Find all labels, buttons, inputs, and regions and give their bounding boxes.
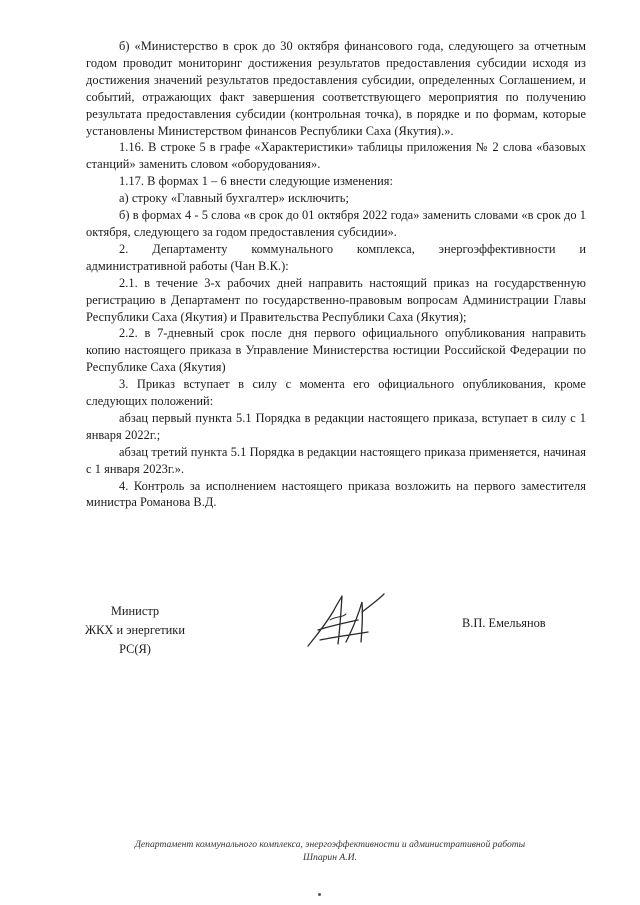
paragraph-2-2: 2.2. в 7-дневный срок после дня первого официального опубликования направить копию настоящего приказа в Управление Министерства юстиции Российской Федерации по Республике Саха (Якутия) <box>86 326 586 375</box>
footer-executor <box>60 838 600 864</box>
paragraph-4: 4. Контроль за исполнением настоящего приказа возложить на первого заместителя министра Романова В.Д. <box>86 478 586 510</box>
paragraph-1-17-a: а) строку «Главный бухгалтер» исключить; <box>119 191 349 206</box>
paragraph-2-1: 2.1. в течение 3-х рабочих дней направить настоящий приказ на государственную регистрацию в Департамент по государственно-правовым вопросам Администрации Главы Республики Саха (Якутия) и Правительства Республики Саха (Якутия); <box>86 275 586 324</box>
signatory-title-line-2: ЖКХ и энергетики <box>85 623 185 637</box>
document-body <box>86 38 586 511</box>
handwritten-signature <box>300 590 390 654</box>
footer-executor-name: Шпарин А.И. <box>303 852 357 863</box>
signatory-title-line-1: Министр <box>110 604 160 618</box>
paragraph-3: 3. Приказ вступает в силу с момента его официального опубликования, кроме следующих положений: <box>86 377 586 409</box>
footer-department: Департамент коммунального комплекса, энергоэффективности и административной работы <box>134 839 526 850</box>
paragraph-3-first-clause: абзац первый пункта 5.1 Порядка в редакции настоящего приказа, вступает в силу с 1 января 2022г.; <box>86 410 586 442</box>
signatory-name: В.П. Емельянов <box>462 616 546 630</box>
signatory-title-line-3: РС(Я) <box>119 642 151 656</box>
signatory-title <box>70 602 200 659</box>
signature-block <box>0 602 640 682</box>
paragraph-3-third-clause: абзац третий пункта 5.1 Порядка в редакции настоящего приказа применяется, начиная с 1 января 2023г.». <box>86 444 586 476</box>
page-dot-mark <box>318 893 321 896</box>
paragraph-1-17: 1.17. В формах 1 – 6 внести следующие изменения: <box>119 174 394 189</box>
paragraph-1-16: 1.16. В строке 5 в графе «Характеристики» таблицы приложения № 2 слова «базовых станций» заменить словом «оборудования». <box>86 140 586 172</box>
paragraph-1-17-b: б) в формах 4 - 5 слова «в срок до 01 октября 2022 года» заменить словами «в срок до 1 октября, следующего за годом предоставления субсидии». <box>86 208 586 239</box>
paragraph-1b-monitoring: б) «Министерство в срок до 30 октября финансового года, следующего за отчетным годом проводит мониторинг достижения результатов предоставления субсидии исходя из достижения значений результатов предоставления субсидии, определенных Соглашением, и событий, отражающих факт завершения соответствующего мероприятия по получению результата предоставления субсидии (контрольная точка), в порядке и по формам, которые установлены Министерством финансов Республики Саха (Якутия).». <box>86 39 586 138</box>
paragraph-2: 2. Департаменту коммунального комплекса, энергоэффективности и административной работы (Чан В.К.): <box>86 241 586 273</box>
